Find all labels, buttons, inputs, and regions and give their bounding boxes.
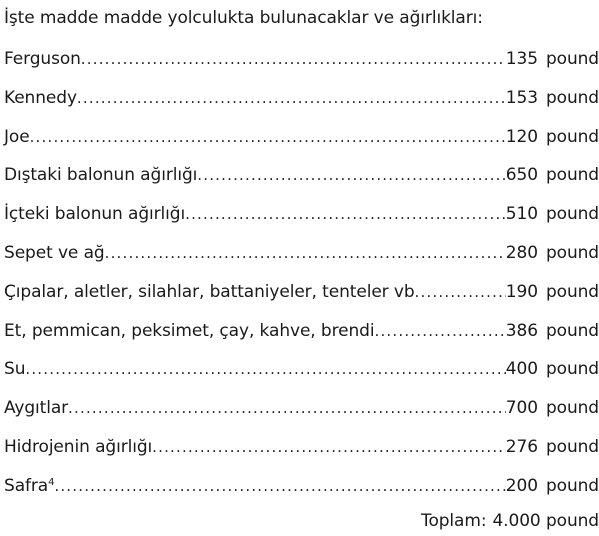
dot-leader [54, 472, 505, 500]
item-value: 386 [505, 320, 538, 341]
total-value: 4.000 [492, 510, 541, 531]
dot-leader [105, 239, 506, 267]
intro-text: İşte madde madde yolculukta bulunacaklar ve ağırlıkları: [4, 8, 483, 28]
item-unit: pound [545, 204, 599, 225]
item-value: 700 [505, 398, 538, 419]
item-label: Kennedy [4, 87, 77, 108]
item-unit: pound [545, 475, 599, 496]
dot-leader [374, 317, 505, 345]
list-item [4, 42, 599, 81]
item-unit: pound [545, 281, 599, 302]
dot-leader [152, 433, 506, 461]
item-unit: pound [545, 436, 599, 457]
item-unit: pound [545, 126, 599, 147]
item-value: 510 [505, 204, 538, 225]
item-unit: pound [545, 165, 599, 186]
item-label: Aygıtlar [4, 398, 69, 419]
total-unit: pound [545, 510, 599, 531]
item-unit: pound [545, 320, 599, 341]
dot-leader [25, 355, 505, 383]
item-value: 400 [505, 359, 538, 380]
total-label: Toplam: [421, 510, 487, 531]
list-item [4, 430, 599, 469]
list-item [4, 120, 599, 159]
dot-leader [81, 45, 506, 73]
dot-leader [185, 200, 506, 228]
item-label: Sepet ve ağ [4, 242, 105, 263]
item-label: İçteki balonun ağırlığı [4, 204, 186, 225]
list-item [4, 158, 599, 197]
item-label: Et, pemmican, peksimet, çay, kahve, brendi [4, 320, 375, 341]
list-item [4, 197, 599, 236]
list-item [4, 469, 599, 508]
item-label: Safra$^4$ [4, 475, 55, 496]
dot-leader [415, 278, 506, 306]
weight-list [4, 42, 599, 508]
item-value: 650 [505, 165, 538, 186]
list-item [4, 81, 599, 120]
item-label: Ferguson [4, 49, 81, 69]
dot-leader [68, 394, 506, 422]
item-unit: pound [545, 242, 599, 263]
item-unit: pound [545, 359, 599, 380]
item-value: 276 [505, 436, 538, 457]
footnote-marker: 4 [48, 476, 55, 488]
item-label: Dıştaki balonun ağırlığı [4, 165, 198, 186]
total-line [4, 506, 599, 536]
item-value: 135 [505, 49, 538, 69]
item-value: 153 [505, 87, 538, 108]
list-item [4, 275, 599, 314]
list-item [4, 352, 599, 391]
item-value: 200 [505, 475, 538, 496]
list-item [4, 314, 599, 353]
item-unit: pound [545, 87, 599, 108]
item-value: 190 [505, 281, 538, 302]
item-value: 280 [505, 242, 538, 263]
dot-leader [197, 161, 506, 189]
item-label: Hidrojenin ağırlığı [4, 436, 153, 457]
item-label: Çıpalar, aletler, silahlar, battaniyeler, tenteler vb [4, 281, 415, 302]
list-item [4, 391, 599, 430]
item-label: Su [4, 359, 26, 380]
dot-leader [77, 84, 506, 112]
item-label: Joe [4, 126, 30, 147]
item-unit: pound [545, 49, 599, 69]
dot-leader [30, 123, 506, 151]
item-unit: pound [545, 398, 599, 419]
item-value: 120 [505, 126, 538, 147]
list-item [4, 236, 599, 275]
